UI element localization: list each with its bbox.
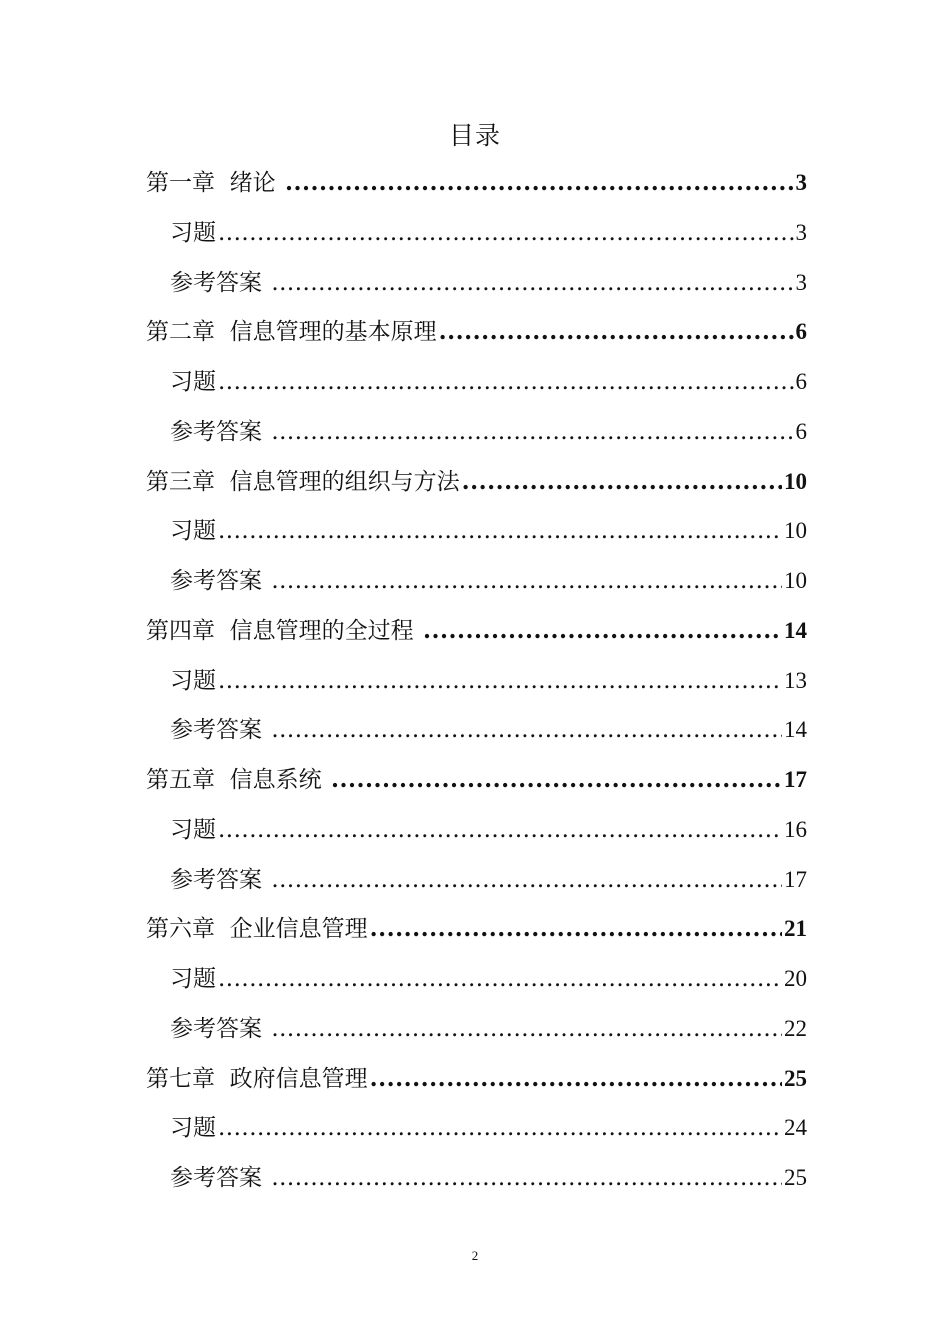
toc-entry-page-number: 21 — [784, 916, 807, 942]
toc-entry-label: 第二章 信息管理的基本原理 — [146, 319, 437, 346]
toc-sub-entry[interactable] — [170, 506, 807, 556]
toc-entry-label: 第三章 信息管理的组织与方法 — [146, 468, 460, 495]
toc-entry-label: 习题 — [170, 667, 216, 694]
toc-entry-label: 参考答案 — [170, 717, 270, 744]
toc-sub-entry[interactable] — [170, 656, 807, 706]
toc-chapter-entry[interactable] — [146, 755, 807, 805]
toc-entry-label: 参考答案 — [170, 1015, 270, 1042]
toc-entry-label: 参考答案 — [170, 418, 270, 445]
toc-chapter-entry[interactable] — [146, 457, 807, 507]
toc-dot-leader — [218, 1103, 782, 1153]
toc-entry-page-number: 25 — [784, 1065, 807, 1091]
toc-entry-label: 习题 — [170, 816, 216, 843]
toc-sub-entry[interactable] — [170, 805, 807, 855]
toc-entry-page-number: 6 — [795, 418, 807, 444]
toc-entry-page-number: 10 — [784, 518, 807, 544]
toc-entry-page-number: 14 — [784, 717, 807, 743]
toc-chapter-entry[interactable] — [146, 307, 807, 357]
toc-entry-page-number: 25 — [784, 1165, 807, 1190]
toc-entry-label: 第六章 企业信息管理 — [146, 916, 368, 943]
toc-entry-label: 习题 — [170, 518, 216, 545]
toc-entry-label: 第七章 政府信息管理 — [146, 1065, 368, 1092]
toc-dot-leader — [218, 805, 782, 855]
toc-entry-label: 习题 — [170, 219, 216, 246]
toc-entry-label: 第一章 绪论 — [146, 170, 283, 196]
toc-sub-entry[interactable] — [170, 954, 807, 1004]
toc-entry-page-number: 13 — [784, 667, 807, 693]
toc-entry-page-number: 3 — [795, 170, 807, 195]
toc-dot-leader — [271, 1153, 782, 1203]
toc-entry-label: 习题 — [170, 966, 216, 992]
toc-sub-entry[interactable] — [170, 1103, 807, 1153]
toc-entry-label: 习题 — [170, 369, 216, 395]
toc-entry-page-number: 6 — [795, 369, 807, 394]
toc-entry-label: 参考答案 — [170, 1165, 270, 1191]
toc-sub-entry[interactable] — [170, 855, 807, 905]
toc-dot-leader — [218, 656, 782, 706]
toc-entry-page-number: 10 — [784, 568, 807, 593]
toc-sub-entry[interactable] — [170, 357, 807, 407]
toc-entry-page-number: 14 — [784, 617, 807, 643]
toc-entry-page-number: 17 — [784, 866, 807, 892]
toc-entry-page-number: 22 — [784, 1015, 807, 1041]
toc-dot-leader — [218, 357, 794, 407]
toc-entry-label: 参考答案 — [170, 568, 270, 594]
page-number: 2 — [471, 1248, 479, 1263]
toc-dot-leader — [331, 755, 782, 805]
toc-dot-leader — [218, 954, 782, 1004]
toc-dot-leader — [218, 506, 782, 556]
toc-chapter-entry[interactable] — [146, 1054, 807, 1104]
toc-dot-leader — [271, 855, 782, 905]
toc-dot-leader — [370, 1054, 782, 1104]
toc-dot-leader — [423, 606, 782, 656]
toc-entry-label: 习题 — [170, 1115, 216, 1142]
toc-dot-leader — [439, 307, 794, 357]
toc-entry-label: 参考答案 — [170, 866, 270, 893]
toc-sub-entry[interactable] — [170, 556, 807, 606]
toc-dot-leader — [271, 705, 782, 755]
toc-entry-page-number: 3 — [795, 219, 807, 245]
toc-dot-leader — [271, 258, 793, 308]
toc-chapter-entry[interactable] — [146, 158, 807, 208]
toc-dot-leader — [285, 158, 794, 208]
toc-dot-leader — [271, 556, 782, 606]
toc-sub-entry[interactable] — [170, 1153, 807, 1203]
toc-entry-page-number: 17 — [784, 767, 807, 792]
toc-entry-label: 参考答案 — [170, 269, 270, 296]
toc-entry-page-number: 20 — [784, 966, 807, 991]
toc-entry-label: 第四章 信息管理的全过程 — [146, 617, 421, 644]
toc-entry-page-number: 3 — [795, 269, 807, 295]
toc-dot-leader — [462, 457, 782, 507]
toc-dot-leader — [370, 904, 782, 954]
toc-entry-page-number: 16 — [784, 816, 807, 842]
toc-dot-leader — [271, 407, 793, 457]
toc-dot-leader — [271, 1004, 782, 1054]
toc-sub-entry[interactable] — [170, 1004, 807, 1054]
toc-entry-page-number: 10 — [784, 468, 807, 494]
toc-dot-leader — [218, 208, 794, 258]
toc-entry-page-number: 24 — [784, 1115, 807, 1141]
toc-chapter-entry[interactable] — [146, 606, 807, 656]
toc-sub-entry[interactable] — [170, 208, 807, 258]
toc-sub-entry[interactable] — [170, 407, 807, 457]
toc-sub-entry[interactable] — [170, 258, 807, 308]
toc-entry-label: 第五章 信息系统 — [146, 767, 329, 793]
toc-entry-page-number: 6 — [795, 319, 807, 345]
toc-sub-entry[interactable] — [170, 705, 807, 755]
toc-chapter-entry[interactable] — [146, 904, 807, 954]
toc-title: 目录 — [448, 121, 501, 150]
